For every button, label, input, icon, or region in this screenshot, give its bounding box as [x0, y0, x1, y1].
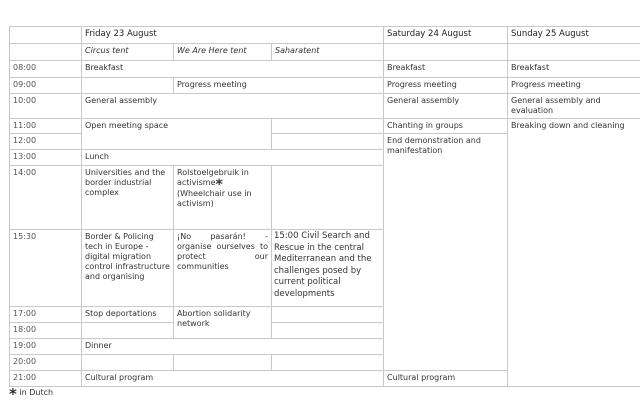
footnote — [9, 385, 54, 403]
day-header-saturday: Saturday 24 August — [384, 27, 508, 44]
sun-general-assembly: General assembly and evaluation — [508, 94, 640, 119]
row-1000 — [10, 94, 640, 119]
footnote-text: in Dutch — [19, 388, 54, 397]
sat-breakfast: Breakfast — [384, 61, 508, 78]
day-header-sunday: Sunday 25 August — [508, 27, 640, 44]
row-0900 — [10, 78, 640, 94]
sat-end-demonstration: End demonstration and manifestation — [384, 134, 508, 371]
venue-row — [10, 44, 640, 61]
row-0800 — [10, 61, 640, 78]
sat-chanting: Chanting in groups — [384, 119, 508, 134]
fri-cultural-program: Cultural program — [82, 371, 384, 387]
fri-border-policing: Border & Policing tech in Europe - digital migration control infrastructure and organising — [82, 230, 174, 307]
day-header-friday: Friday 23 August — [82, 27, 384, 44]
fri-abortion-solidarity: Abortion solidarity network — [174, 307, 272, 339]
fri-no-pasaran: ¡No pasarán! - organise ourselves to protect our communities — [174, 230, 272, 307]
corner-cell — [10, 27, 82, 44]
sun-breaking-down: Breaking down and cleaning — [508, 119, 640, 387]
time-label: 19:00 — [10, 339, 82, 355]
time-label: 14:00 — [10, 166, 82, 230]
rolstoel-title: Rolstoelgebruik in activisme — [177, 168, 249, 187]
fri-progress-meeting: Progress meeting — [174, 78, 384, 94]
time-label: 13:00 — [10, 150, 82, 166]
day-header-row — [10, 27, 640, 44]
time-label: 09:00 — [10, 78, 82, 94]
venue-circus-tent: Circus tent — [82, 44, 174, 61]
time-label: 15:30 — [10, 230, 82, 307]
fri-lunch: Lunch — [82, 150, 384, 166]
time-label: 08:00 — [10, 61, 82, 78]
sat-progress-meeting: Progress meeting — [384, 78, 508, 94]
fri-breakfast: Breakfast — [82, 61, 384, 78]
sun-breakfast: Breakfast — [508, 61, 640, 78]
time-label: 11:00 — [10, 119, 82, 134]
time-label: 21:00 — [10, 371, 82, 387]
time-label: 20:00 — [10, 355, 82, 371]
fri-dinner: Dinner — [82, 339, 384, 355]
venue-we-are-here-tent: We Are Here tent — [174, 44, 272, 61]
row-1100 — [10, 119, 640, 134]
schedule-table — [9, 26, 640, 387]
time-label: 18:00 — [10, 323, 82, 339]
rolstoel-translation: (Wheelchair use in activism) — [177, 189, 252, 208]
fri-stop-deportations: Stop deportations — [82, 307, 174, 323]
venue-sahara-tent: Saharatent — [272, 44, 384, 61]
time-label: 12:00 — [10, 134, 82, 150]
sat-general-assembly: General assembly — [384, 94, 508, 119]
fri-rolstoelgebruik — [174, 166, 272, 230]
fri-universities: Universities and the border industrial complex — [82, 166, 174, 230]
asterisk-icon: * — [215, 177, 223, 193]
fri-civil-search-rescue: 15:00 Civil Search and Rescue in the central Mediterranean and the challenges posed by current political developments — [272, 230, 384, 307]
sun-progress-meeting: Progress meeting — [508, 78, 640, 94]
time-label: 10:00 — [10, 94, 82, 119]
fri-open-meeting-space: Open meeting space — [82, 119, 272, 150]
asterisk-icon: * — [9, 385, 17, 403]
fri-general-assembly: General assembly — [82, 94, 384, 119]
sat-cultural-program: Cultural program — [384, 371, 508, 387]
time-label: 17:00 — [10, 307, 82, 323]
